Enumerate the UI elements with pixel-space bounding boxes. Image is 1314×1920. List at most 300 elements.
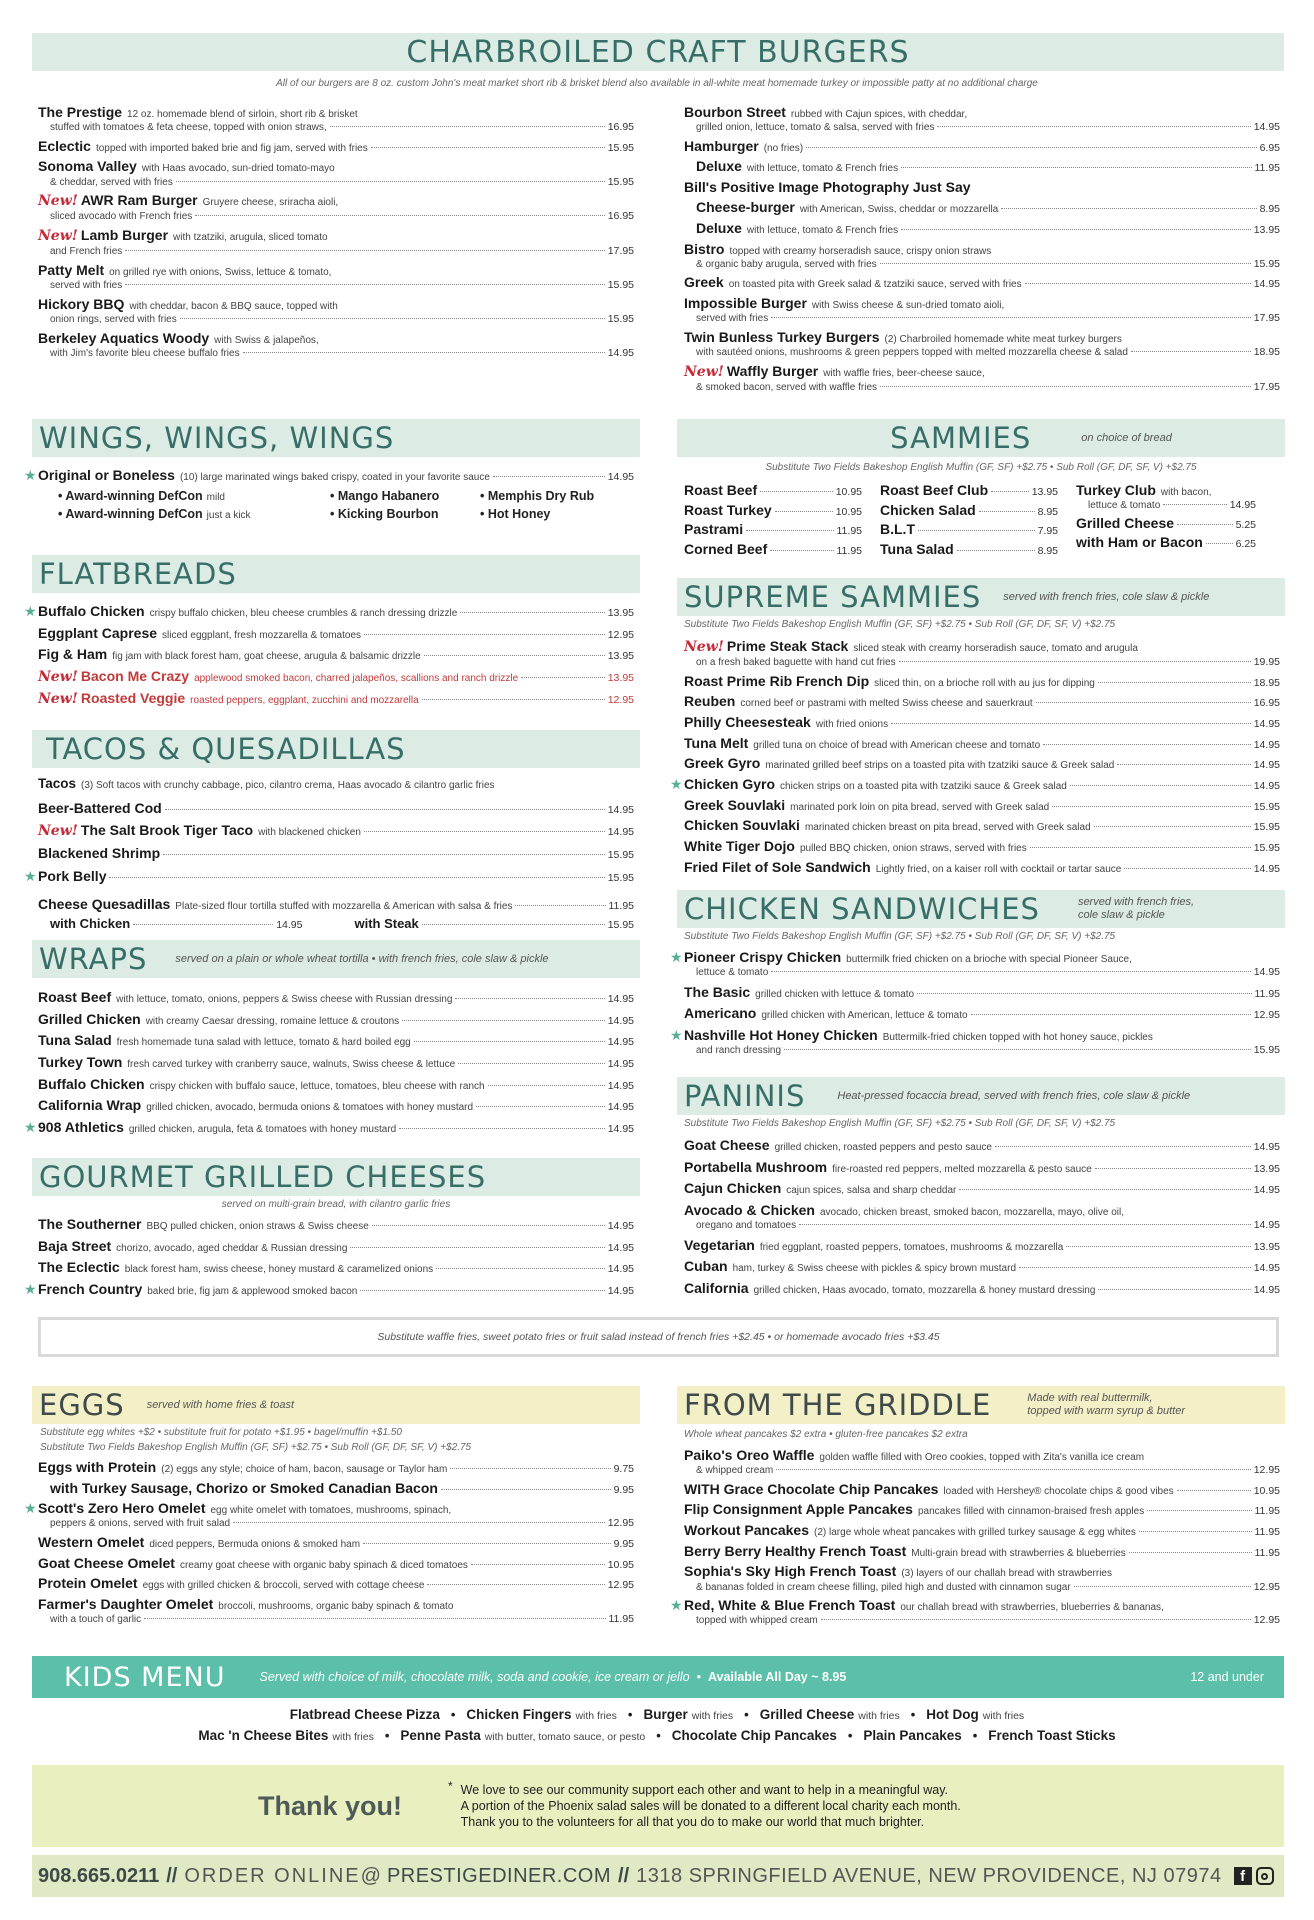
item-line xyxy=(38,988,634,1007)
item-name: Impossible Burger xyxy=(684,295,807,312)
menu-item xyxy=(684,1136,1280,1155)
item-line xyxy=(684,381,1280,395)
item-desc: roasted peppers, eggplant, zucchini and mozzarella xyxy=(190,695,419,707)
item-line xyxy=(684,734,1280,753)
dot-leader xyxy=(372,1225,605,1226)
order-online-label: ORDER ONLINE@ xyxy=(184,1864,383,1887)
item-name: Fried Filet of Sole Sandwich xyxy=(684,858,871,875)
item-name: Western Omelet xyxy=(38,1534,145,1551)
dot-leader xyxy=(441,1489,611,1490)
item-line xyxy=(24,602,634,621)
item-name: Deluxe xyxy=(696,158,742,175)
wraps-header xyxy=(32,940,640,978)
section-note: on choice of bread xyxy=(1081,431,1172,444)
item-desc: grilled chicken, roasted peppers and pesto sauce xyxy=(774,1142,992,1153)
kids-item-desc: with fries xyxy=(982,1710,1025,1722)
substitute-text: Substitute waffle fries, sweet potato fries or fruit salad instead of french fries +$2.45 • or homemade avocado fries +$3.45 xyxy=(377,1331,940,1343)
dot-leader xyxy=(364,831,605,832)
item-line xyxy=(38,279,634,293)
item-name: Americano xyxy=(684,1005,757,1022)
item-price: 14.95 xyxy=(607,803,634,816)
paninis-sub: Substitute Two Fields Bakeshop English Muffin (GF, SF) +$2.75 • Sub Roll (GF, DF, SF, V) +$2.75 xyxy=(684,1118,1116,1129)
item-price: 14.95 xyxy=(1253,1284,1280,1297)
item-desc: (2) Charbroiled homemade white meat turkey burgers xyxy=(884,333,1122,345)
item-price: 13.95 xyxy=(1031,486,1058,498)
dot-leader xyxy=(458,1063,605,1064)
menu-item xyxy=(38,988,634,1007)
item-desc: ham, turkey & Swiss cheese with pickles & spicy brown mustard xyxy=(732,1263,1016,1275)
menu-item xyxy=(38,1215,634,1234)
dot-leader xyxy=(770,550,833,551)
item-desc: corned beef or pastrami with melted Swiss cheese and sauerkraut xyxy=(740,698,1033,710)
note-line: Made with real buttermilk, xyxy=(1027,1392,1153,1405)
item-desc: with waffle fries, beer-cheese sauce, xyxy=(823,367,985,379)
item-line xyxy=(38,121,634,135)
item-line xyxy=(684,1562,1280,1580)
item-name: Beer-Battered Cod xyxy=(38,799,162,816)
item-name: Bacon Me Crazy xyxy=(80,667,190,684)
item-price: 14.95 xyxy=(607,1122,634,1135)
item-line xyxy=(38,226,634,245)
dot-leader xyxy=(880,263,1251,264)
item-desc: fresh homemade tuna salad with lettuce, tomato & hard boiled egg xyxy=(116,1037,411,1049)
dot-leader xyxy=(1177,524,1233,525)
item-line xyxy=(670,1596,1280,1614)
menu-item xyxy=(38,1258,634,1277)
item-desc: Multi-grain bread with strawberries & blueberries xyxy=(911,1547,1126,1559)
menu-item xyxy=(684,837,1280,856)
item-desc: grilled chicken with lettuce & tomato xyxy=(755,988,915,1000)
dot-leader xyxy=(125,250,604,251)
item-desc: golden waffle filled with Oreo cookies, topped with Zita's vanilla ice cream xyxy=(819,1452,1145,1463)
item-price: 19.95 xyxy=(1253,656,1280,669)
website-link[interactable]: PRESTIGEDINER.COM xyxy=(386,1864,612,1887)
dot-leader xyxy=(414,1041,605,1042)
item-name: Cuban xyxy=(684,1258,728,1275)
kids-item-name: Chicken Fingers xyxy=(466,1707,572,1722)
item-name: White Tiger Dojo xyxy=(684,837,795,854)
kids-item-name: Mac 'n Cheese Bites xyxy=(198,1728,329,1743)
item-desc: (3) layers of our challah bread with strawberries xyxy=(901,1568,1112,1580)
menu-item xyxy=(38,137,634,156)
menu-item xyxy=(684,1257,1280,1276)
item-desc: fig jam with black forest ham, goat cheese, arugula & balsamic drizzle xyxy=(112,651,421,663)
menu-item xyxy=(684,734,1280,753)
dot-leader xyxy=(995,1146,1251,1147)
item-line xyxy=(38,329,634,347)
item-desc: with Haas avocado, sun-dried tomato-mayo xyxy=(141,163,335,175)
item-price: 18.95 xyxy=(1253,676,1280,689)
flatbreads-header xyxy=(32,555,640,593)
dot-leader xyxy=(917,993,1251,994)
item-price: 14.95 xyxy=(607,1263,634,1276)
sammies-header xyxy=(677,419,1285,457)
item-line xyxy=(684,816,1280,835)
item-line xyxy=(684,1614,1280,1628)
menu-item xyxy=(24,1118,634,1137)
dot-leader xyxy=(1070,785,1251,786)
dot-leader xyxy=(1066,1246,1250,1247)
item-line xyxy=(38,1031,634,1050)
item-desc: topped with whipped cream xyxy=(696,1615,818,1627)
item-desc: Lightly fried, on a kaiser roll with cocktail or tartar sauce xyxy=(875,863,1122,875)
item-desc: crispy chicken with buffalo sauce, lettuce, tomatoes, bleu cheese with ranch xyxy=(149,1080,485,1092)
section-title: FROM THE GRIDDLE xyxy=(684,1388,992,1422)
dot-leader xyxy=(1131,351,1251,352)
item-line xyxy=(684,178,1280,196)
item-price: 13.95 xyxy=(607,650,634,663)
star-icon: ★ xyxy=(24,603,37,619)
kids-item-desc: with fries xyxy=(858,1710,900,1722)
item-desc: on grilled rye with onions, Swiss, lettuce & tomato, xyxy=(109,266,332,278)
item-name: Cheese-burger xyxy=(696,199,795,216)
dot-leader xyxy=(1163,504,1226,505)
item-name: French Country xyxy=(38,1280,143,1297)
sauce-name: Hot Honey xyxy=(487,506,551,521)
item-price: 14.95 xyxy=(1253,966,1280,979)
item-desc: oregano and tomatoes xyxy=(696,1220,797,1232)
item-desc: fresh carved turkey with cranberry sauce, walnuts, Swiss cheese & lettuce xyxy=(127,1058,456,1070)
item-desc: avocado, chicken breast, smoked bacon, mozzarella, mayo, olive oil, xyxy=(819,1206,1125,1218)
item-price: 14.95 xyxy=(1253,121,1280,134)
item-desc: applewood smoked bacon, charred jalapeños, scallions and ranch drizzle xyxy=(194,672,519,684)
kids-age: 12 and under xyxy=(1190,1670,1264,1684)
item-price: 15.95 xyxy=(1253,1044,1280,1057)
item-name: with Steak xyxy=(354,916,419,932)
menu-item xyxy=(684,637,1280,670)
item-name: Sophia's Sky High French Toast xyxy=(684,1563,897,1580)
item-line xyxy=(38,210,634,224)
item-line xyxy=(24,867,634,886)
instagram-icon[interactable] xyxy=(1256,1867,1274,1885)
new-badge: New! xyxy=(38,193,78,210)
burgers-note: All of our burgers are 8 oz. custom John's meat market short rib & brisket blend also available in all-white meat homemade turkey or impossible patty at no additional charge xyxy=(276,78,1038,89)
star-icon: ★ xyxy=(670,949,683,965)
dot-leader xyxy=(125,284,604,285)
paninis-header xyxy=(677,1077,1285,1115)
item-line xyxy=(38,689,634,708)
dot-leader xyxy=(1129,1552,1252,1553)
dot-leader xyxy=(1025,283,1251,284)
dot-leader xyxy=(959,1189,1250,1190)
item-name: Original or Boneless xyxy=(38,467,175,483)
menu-item xyxy=(684,1158,1280,1177)
dot-leader xyxy=(399,1128,604,1129)
sammies-col xyxy=(1076,481,1256,560)
bullet-separator: • xyxy=(656,1728,661,1743)
item-line xyxy=(38,261,634,279)
item-price: 11.95 xyxy=(1254,987,1280,1000)
item-name: Cheese Quesadillas xyxy=(38,895,171,912)
item-line xyxy=(38,1613,634,1627)
item-desc: with tzatziki, arugula, sliced tomato xyxy=(173,232,328,244)
kids-item-name: French Toast Sticks xyxy=(988,1728,1116,1743)
item-price: 9.75 xyxy=(613,1463,634,1475)
dot-leader xyxy=(1124,868,1250,869)
item-price: 12.95 xyxy=(607,694,634,707)
bullet-separator: • xyxy=(910,1707,916,1722)
item-line xyxy=(38,313,634,327)
item-name: Bill's Positive Image Photography Just Say xyxy=(684,179,971,196)
cheeses-header xyxy=(32,1158,640,1196)
item-desc: chicken strips on a toasted pita with tzatziki sauce & Greek salad xyxy=(780,781,1067,793)
item-name: Lamb Burger xyxy=(80,227,169,244)
facebook-icon[interactable]: f xyxy=(1234,1867,1252,1885)
item-name: Roast Beef xyxy=(684,482,758,498)
item-price: 14.95 xyxy=(1253,1219,1280,1232)
menu-item xyxy=(880,540,1058,559)
dot-leader xyxy=(771,317,1250,318)
item-line xyxy=(684,219,1280,238)
item-line xyxy=(670,775,1280,794)
item-price: 14.95 xyxy=(607,1241,634,1254)
item-name: Bistro xyxy=(684,240,725,257)
dot-leader xyxy=(422,699,605,700)
menu-item xyxy=(38,103,634,135)
item-name: The Southerner xyxy=(38,1216,142,1232)
item-desc: crispy buffalo chicken, bleu cheese crumbles & ranch dressing drizzle xyxy=(149,608,458,619)
item-price: 14.95 xyxy=(1229,499,1256,512)
item-line xyxy=(684,754,1280,773)
section-title: CHARBROILED CRAFT BURGERS xyxy=(406,34,910,70)
item-desc: with blackened chicken xyxy=(258,827,361,839)
menu-item xyxy=(684,1179,1280,1198)
item-line xyxy=(684,273,1280,292)
star-icon: ★ xyxy=(670,1027,683,1044)
tacos-header xyxy=(32,730,640,768)
menu-item xyxy=(684,713,1280,732)
item-name: Philly Cheesesteak xyxy=(684,714,811,731)
menu-item xyxy=(684,692,1280,711)
item-name: Eclectic xyxy=(38,137,91,154)
item-line xyxy=(684,1236,1280,1255)
item-name: Sonoma Valley xyxy=(38,158,137,175)
section-title: EGGS xyxy=(39,1388,125,1422)
item-line xyxy=(684,713,1280,732)
star-icon: ★ xyxy=(24,1500,37,1517)
item-price: 14.95 xyxy=(1253,738,1280,751)
menu-item xyxy=(670,1026,1280,1058)
item-desc: marinated pork loin on pita bread, served with Greek salad xyxy=(790,801,1050,813)
item-line xyxy=(684,1446,1280,1464)
item-price: 15.95 xyxy=(1253,821,1280,834)
item-price: 8.95 xyxy=(1037,544,1058,557)
dot-leader xyxy=(371,147,605,148)
menu-item xyxy=(38,329,634,361)
item-desc: peppers & onions, served with fruit salad xyxy=(50,1518,231,1530)
sammies-col xyxy=(684,481,862,560)
item-price: 11.95 xyxy=(1254,162,1280,175)
item-price: 14.95 xyxy=(276,919,303,932)
item-desc: creamy goat cheese with organic baby spinach & diced tomatoes xyxy=(179,1559,468,1571)
sauce-list xyxy=(38,488,634,523)
item-price: 14.95 xyxy=(607,1057,634,1070)
kids-item-name: Plain Pancakes xyxy=(863,1728,962,1743)
menu-item xyxy=(38,1053,634,1072)
item-line xyxy=(684,1158,1280,1177)
item-name: California xyxy=(684,1280,749,1297)
item-desc: with sautéed onions, mushrooms & green peppers topped with melted mozzarella cheese & salad xyxy=(696,347,1128,359)
item-desc: egg white omelet with tomatoes, mushrooms, spinach, xyxy=(210,1505,452,1517)
menu-item xyxy=(880,481,1058,500)
item-line xyxy=(684,1542,1280,1561)
dot-leader xyxy=(918,530,1035,531)
item-desc: BBQ pulled chicken, onion straws & Swiss cheese xyxy=(146,1221,369,1232)
menu-item xyxy=(38,645,634,664)
menu-item xyxy=(38,1479,634,1498)
menu-item xyxy=(684,1542,1280,1561)
kids-separator: • xyxy=(696,1670,701,1684)
section-note: served with french fries, cole slaw & pickle xyxy=(1003,590,1210,603)
thanks-box xyxy=(32,1765,1284,1847)
item-name: Hamburger xyxy=(684,137,759,154)
dot-leader xyxy=(1117,764,1250,765)
item-price: 15.95 xyxy=(1253,257,1280,270)
item-desc: topped with creamy horseradish sauce, crispy onion straws xyxy=(729,245,992,257)
kids-item-name: Flatbread Cheese Pizza xyxy=(289,1707,440,1722)
item-desc: (2) eggs any style; choice of ham, bacon, sausage or Taylor ham xyxy=(161,1464,448,1475)
item-name: Paiko's Oreo Waffle xyxy=(684,1447,815,1463)
item-price: 12.95 xyxy=(607,628,634,641)
item-line xyxy=(38,799,634,818)
item-desc: served with fries xyxy=(50,280,123,292)
item-line xyxy=(684,837,1280,856)
item-line xyxy=(1076,481,1256,499)
dot-leader xyxy=(1095,1168,1251,1169)
wings-block xyxy=(24,466,634,522)
item-desc: with a touch of garlic xyxy=(50,1614,142,1626)
menu-item xyxy=(670,775,1280,794)
item-price: 11.95 xyxy=(836,525,862,538)
dot-leader xyxy=(937,126,1250,127)
item-name: Roasted Veggie xyxy=(80,690,186,707)
item-desc: grilled chicken, avocado, bermuda onions & tomatoes with honey mustard xyxy=(146,1102,474,1114)
item-price: 14.95 xyxy=(607,1014,634,1027)
item-line xyxy=(38,191,634,210)
item-name: The Salt Brook Tiger Taco xyxy=(80,822,254,839)
menu-item xyxy=(38,1010,634,1029)
dot-leader xyxy=(450,1468,610,1469)
phone[interactable]: 908.665.0211 xyxy=(38,1864,160,1887)
item-line xyxy=(38,1479,634,1498)
item-name: Goat Cheese xyxy=(684,1137,770,1153)
item-desc: lettuce & tomato xyxy=(696,967,769,979)
item-desc: and ranch dressing xyxy=(696,1045,782,1057)
item-line xyxy=(684,983,1280,1002)
star-icon: ★ xyxy=(24,1280,37,1297)
item-name: Patty Melt xyxy=(38,261,105,278)
sauce-name: Award-winning DefCon xyxy=(65,488,203,503)
section-title: FLATBREADS xyxy=(39,557,237,591)
item-line xyxy=(38,821,634,840)
item-price: 12.95 xyxy=(607,1579,634,1592)
dot-leader xyxy=(776,1469,1250,1470)
item-line xyxy=(880,540,1058,559)
item-line xyxy=(684,258,1280,272)
item-name: Protein Omelet xyxy=(38,1575,138,1592)
item-name: Chicken Salad xyxy=(880,501,976,518)
dot-leader xyxy=(165,809,605,810)
item-desc: Gruyere cheese, sriracha aioli, xyxy=(202,197,339,209)
dot-leader xyxy=(363,1543,611,1544)
item-desc: buttermilk fried chicken on a brioche with special Pioneer Sauce, xyxy=(846,954,1132,965)
item-price: 15.95 xyxy=(607,312,634,325)
footer-bar xyxy=(32,1855,1284,1897)
menu-item xyxy=(38,1554,634,1573)
griddle-header xyxy=(677,1386,1285,1424)
item-line xyxy=(684,1136,1280,1155)
item-line xyxy=(38,176,634,190)
menu-item xyxy=(38,1533,634,1552)
menu-item xyxy=(684,481,862,500)
dot-leader xyxy=(364,634,605,635)
paninis-list xyxy=(684,1136,1280,1301)
item-name: Portabella Mushroom xyxy=(684,1158,828,1175)
item-desc: (no fries) xyxy=(763,142,804,154)
menu-item xyxy=(38,799,634,818)
item-desc: marinated grilled beef strips on a toasted pita with tzatziki sauce & Greek salad xyxy=(765,760,1115,772)
dot-leader xyxy=(1019,1267,1251,1268)
chicken-header xyxy=(677,890,1285,928)
item-name: Chicken Gyro xyxy=(684,776,776,793)
item-price: 13.95 xyxy=(607,607,634,619)
menu-item xyxy=(684,1521,1280,1540)
section-note: Heat-pressed focaccia bread, served with french fries, cole slaw & pickle xyxy=(837,1089,1191,1102)
dot-leader xyxy=(891,723,1251,724)
note-line: topped with warm syrup & butter xyxy=(1027,1405,1186,1417)
item-line xyxy=(38,1595,634,1613)
item-line xyxy=(684,1219,1280,1233)
item-price: 7.95 xyxy=(1037,525,1058,538)
dot-leader xyxy=(971,1014,1251,1015)
item-price: 8.95 xyxy=(1259,203,1280,216)
kids-item-desc: with butter, tomato sauce, or pesto xyxy=(484,1731,646,1743)
item-line xyxy=(684,157,1280,176)
eggs-list xyxy=(24,1458,634,1629)
sauce-item: • Memphis Dry Rub xyxy=(480,488,595,503)
item-desc: with cheddar, bacon & BBQ sauce, topped with xyxy=(129,300,338,312)
star-icon: ★ xyxy=(24,1118,37,1135)
dot-leader xyxy=(521,677,605,678)
new-badge: New! xyxy=(38,691,78,708)
item-desc: with American, Swiss, cheddar or mozzarella xyxy=(799,204,999,216)
sauce-note: just a kick xyxy=(206,509,251,521)
item-desc: pulled BBQ chicken, onion straws, served with fries xyxy=(799,842,1027,854)
item-line xyxy=(38,645,634,664)
item-price: 10.95 xyxy=(1253,1484,1280,1497)
item-price: 9.95 xyxy=(613,1538,634,1551)
item-price: 17.95 xyxy=(1253,380,1280,393)
item-line xyxy=(38,624,634,643)
item-line xyxy=(684,1521,1280,1540)
item-price: 15.95 xyxy=(607,849,634,862)
dot-leader xyxy=(1001,208,1256,209)
new-badge: New! xyxy=(38,228,78,245)
separator: // xyxy=(166,1864,178,1887)
menu-item xyxy=(684,1201,1280,1233)
item-name: Grilled Chicken xyxy=(38,1010,141,1027)
dot-leader xyxy=(821,1619,1251,1620)
item-name: Bourbon Street xyxy=(684,104,786,120)
item-name: Berkeley Aquatics Woody xyxy=(38,329,210,346)
burgers-right-list xyxy=(684,103,1280,397)
item-line xyxy=(684,1179,1280,1198)
item-line xyxy=(684,858,1280,877)
griddle-sub: Whole wheat pancakes $2 extra • gluten-free pancakes $2 extra xyxy=(684,1429,968,1440)
item-price: 8.95 xyxy=(1037,505,1058,518)
menu-item xyxy=(684,178,1280,196)
item-line xyxy=(38,1096,634,1115)
